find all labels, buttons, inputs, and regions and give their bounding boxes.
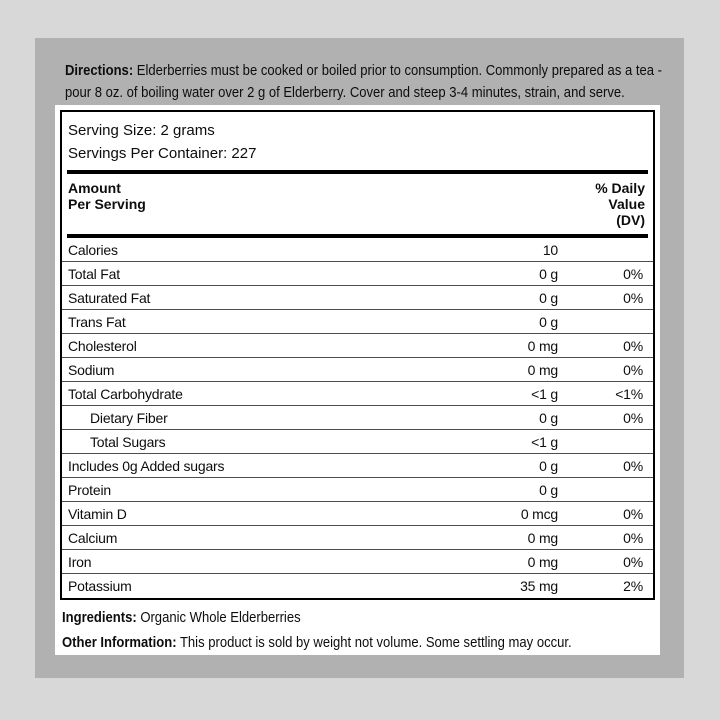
nutrient-amount: 0 mg — [527, 361, 558, 378]
nutrient-daily-value: 0% — [623, 505, 643, 522]
header-value: Value — [608, 196, 645, 212]
nutrient-daily-value: 0% — [623, 337, 643, 354]
nutrient-name: Trans Fat — [68, 313, 126, 330]
nutrient-amount: 0 g — [539, 481, 558, 498]
nutrient-name: Saturated Fat — [68, 289, 151, 306]
nutrient-row — [62, 550, 653, 574]
nutrient-amount: 0 mg — [527, 553, 558, 570]
directions-line-2 — [65, 82, 625, 104]
nutrient-name: Protein — [68, 481, 111, 498]
ingredients-value: Organic Whole Elderberries — [140, 609, 301, 626]
nutrient-row — [62, 238, 653, 262]
nutrient-daily-value: 0% — [623, 457, 643, 474]
nutrient-row — [62, 358, 653, 382]
nutrient-daily-value: 2% — [623, 578, 643, 594]
nutrient-daily-value: <1% — [615, 385, 643, 402]
footer-info — [62, 608, 654, 658]
nutrient-row — [62, 526, 653, 550]
nutrient-amount: 0 g — [539, 457, 558, 474]
nutrient-row — [62, 262, 653, 286]
nutrient-name: Vitamin D — [68, 505, 127, 522]
nutrient-name: Dietary Fiber — [90, 409, 168, 426]
other-information-line — [62, 633, 577, 653]
nutrient-name: Sodium — [68, 361, 115, 378]
directions-section — [65, 60, 665, 104]
other-information-value: This product is sold by weight not volume. Some settling may occur. — [179, 634, 572, 651]
nutrient-daily-value: 0% — [623, 553, 643, 570]
nutrient-name: Calories — [68, 241, 118, 258]
nutrient-daily-value: 0% — [623, 409, 643, 426]
nutrient-amount: 0 g — [539, 409, 558, 426]
nutrient-amount: 0 mg — [527, 337, 558, 354]
nutrient-name: Cholesterol — [68, 337, 137, 354]
nutrient-amount: 0 g — [539, 313, 558, 330]
table-header — [62, 174, 653, 234]
nutrient-daily-value: 0% — [623, 289, 643, 306]
other-information-label: Other Information: — [62, 634, 177, 651]
daily-value-header — [595, 180, 645, 228]
nutrient-row — [62, 310, 653, 334]
header-per-serving: Per Serving — [68, 196, 146, 212]
amount-per-serving-header — [68, 180, 146, 228]
header-amount: Amount — [68, 180, 121, 196]
nutrient-name: Includes 0g Added sugars — [68, 457, 225, 474]
serving-size: Serving Size: 2 grams — [68, 122, 215, 139]
nutrient-row — [62, 574, 653, 598]
nutrient-name: Total Carbohydrate — [68, 385, 183, 402]
nutrient-amount: <1 g — [531, 385, 558, 402]
nutrient-amount: 0 mg — [527, 529, 558, 546]
serving-info — [62, 112, 653, 170]
ingredients-line — [62, 608, 577, 628]
nutrient-row — [62, 286, 653, 310]
nutrient-daily-value: 0% — [623, 529, 643, 546]
nutrient-name: Potassium — [68, 578, 132, 594]
nutrient-amount: 0 g — [539, 265, 558, 282]
nutrition-facts-table — [60, 110, 655, 600]
nutrient-row — [62, 382, 653, 406]
nutrient-amount: 0 g — [539, 289, 558, 306]
nutrient-amount: <1 g — [531, 433, 558, 450]
nutrient-row — [62, 502, 653, 526]
nutrient-rows — [62, 238, 653, 598]
nutrient-row — [62, 430, 653, 454]
nutrient-name: Calcium — [68, 529, 118, 546]
nutrient-row — [62, 478, 653, 502]
nutrient-name: Total Fat — [68, 265, 120, 282]
nutrient-amount: 10 — [542, 241, 558, 258]
directions-text-2: pour 8 oz. of boiling water over 2 g of Elderberry. Cover and steep 3-4 minutes, strain, and serve. — [65, 84, 625, 101]
nutrient-name: Total Sugars — [90, 433, 166, 450]
nutrient-daily-value: 0% — [623, 361, 643, 378]
nutrition-card — [55, 105, 660, 655]
directions-line-1 — [65, 60, 662, 82]
directions-label: Directions: — [65, 62, 134, 79]
nutrient-row — [62, 334, 653, 358]
nutrient-amount: 35 mg — [520, 578, 558, 594]
directions-text-1: Elderberries must be cooked or boiled prior to consumption. Commonly prepared as a tea - — [136, 62, 662, 79]
nutrient-row — [62, 406, 653, 430]
label-panel — [35, 38, 684, 678]
nutrient-amount: 0 mcg — [520, 505, 558, 522]
header-percent-daily: % Daily — [595, 180, 645, 196]
nutrient-name: Iron — [68, 553, 92, 570]
header-dv: (DV) — [616, 212, 645, 228]
ingredients-label: Ingredients: — [62, 609, 137, 626]
nutrient-daily-value: 0% — [623, 265, 643, 282]
nutrient-row — [62, 454, 653, 478]
servings-per-container: Servings Per Container: 227 — [68, 145, 257, 162]
